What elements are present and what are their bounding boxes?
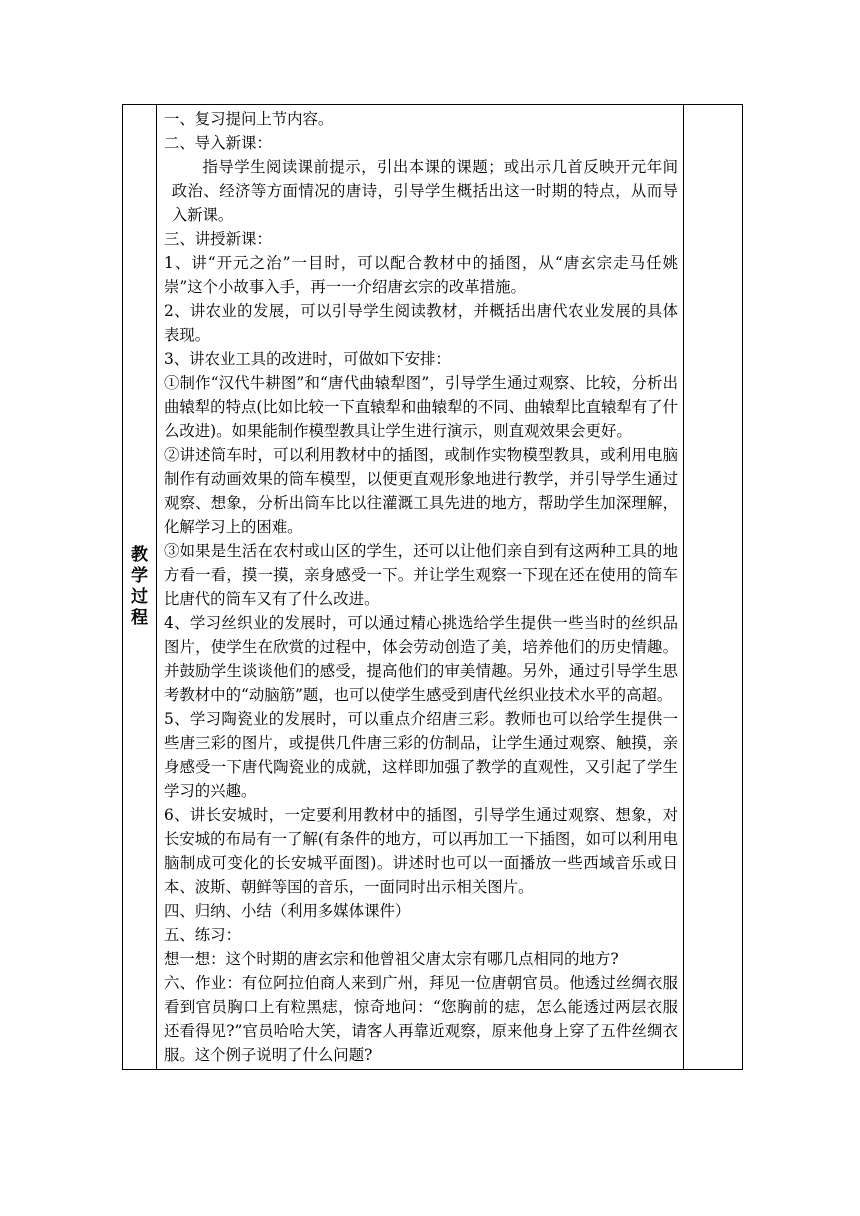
paragraph-intro-body: 指导学生阅读课前提示，引出本课的课题；或出示几首反映开元年间政治、经济等方面情况的唐诗，引导学生概括出这一时期的特点，从而导入新课。 [171, 158, 678, 224]
paragraph-point-6: 6、讲长安城时，一定要利用教材中的插图，引导学生通过观察、想象，对长安城的布局有一了解(有条件的地方，可以再加工一下插图，如可以利用电脑制成可变化的长安城平面图)。讲述时也可以一面播放一些西域音乐或日本、波斯、朝鲜等国的音乐，一面同时出示相关图片。 [164, 806, 678, 896]
section-label: 教学过程 [131, 545, 148, 628]
notes-cell [684, 105, 743, 1070]
paragraph-point-3a: ①制作“汉代牛耕图”和“唐代曲辕犁图”，引导学生通过观察、比较，分析出曲辕犁的特点(比如比较一下直辕犁和曲辕犁的不同、曲辕犁比直辕犁有了什么改进)。如果能制作模型教具让学生进行演示，则直观效果会更好。 [164, 374, 678, 440]
paragraph-summary: 四、归纳、小结（利用多媒体课件） [164, 902, 411, 920]
table-row [123, 105, 743, 1070]
paragraph-review: 一、复习提问上节内容。 [164, 110, 334, 128]
paragraph-exercise: 想一想：这个时期的唐玄宗和他曾祖父唐太宗有哪几点相同的地方? [164, 950, 619, 968]
paragraph-point-3: 3、讲农业工具的改进时，可做如下安排： [164, 350, 451, 368]
paragraph-point-5: 5、学习陶瓷业的发展时，可以重点介绍唐三彩。教师也可以给学生提供一些唐三彩的图片，或提供几件唐三彩的仿制品，让学生通过观察、触摸，亲身感受一下唐代陶瓷业的成就，这样即加强了教学的直观性，又引起了学生学习的兴趣。 [164, 710, 678, 800]
paragraph-homework: 六、作业：有位阿拉伯商人来到广州，拜见一位唐朝官员。他透过丝绸衣服看到官员胸口上有粒黑痣，惊奇地问：“您胸前的痣，怎么能透过两层衣服还看得见?”官员哈哈大笑，请客人再靠近观察，原来他身上穿了五件丝绸衣服。这个例子说明了什么问题? [164, 974, 678, 1064]
lesson-plan-table [122, 104, 743, 1070]
paragraph-point-1: 1、讲“开元之治”一目时，可以配合教材中的插图，从“唐玄宗走马任姚崇”这个小故事入手，再一一介绍唐玄宗的改革措施。 [164, 254, 678, 296]
paragraph-point-3c: ③如果是生活在农村或山区的学生，还可以让他们亲自到有这两种工具的地方看一看，摸一摸，亲身感受一下。并让学生观察一下现在还在使用的筒车比唐代的筒车又有了什么改进。 [164, 542, 678, 608]
paragraph-teaching-heading: 三、讲授新课： [164, 230, 272, 248]
content-cell [157, 105, 684, 1070]
paragraph-exercise-heading: 五、练习： [164, 926, 241, 944]
paragraph-point-2: 2、讲农业的发展，可以引导学生阅读教材，并概括出唐代农业发展的具体表现。 [164, 302, 678, 344]
section-label-cell [123, 105, 157, 1070]
content-body [157, 105, 683, 1067]
paragraph-intro-heading: 二、导入新课： [164, 134, 272, 152]
paragraph-point-3b: ②讲述筒车时，可以利用教材中的插图，或制作实物模型教具，或利用电脑制作有动画效果的筒车模型，以便更直观形象地进行教学，并引导学生通过观察、想象，分析出筒车比以往灌溉工具先进的地方，帮助学生加深理解，化解学习上的困难。 [164, 446, 678, 536]
paragraph-point-4: 4、学习丝织业的发展时，可以通过精心挑选给学生提供一些当时的丝织品图片，使学生在欣赏的过程中，体会劳动创造了美，培养他们的历史情趣。并鼓励学生谈谈他们的感受，提高他们的审美情趣。另外，通过引导学生思考教材中的“动脑筋”题，也可以使学生感受到唐代丝织业技术水平的高超。 [164, 614, 678, 704]
